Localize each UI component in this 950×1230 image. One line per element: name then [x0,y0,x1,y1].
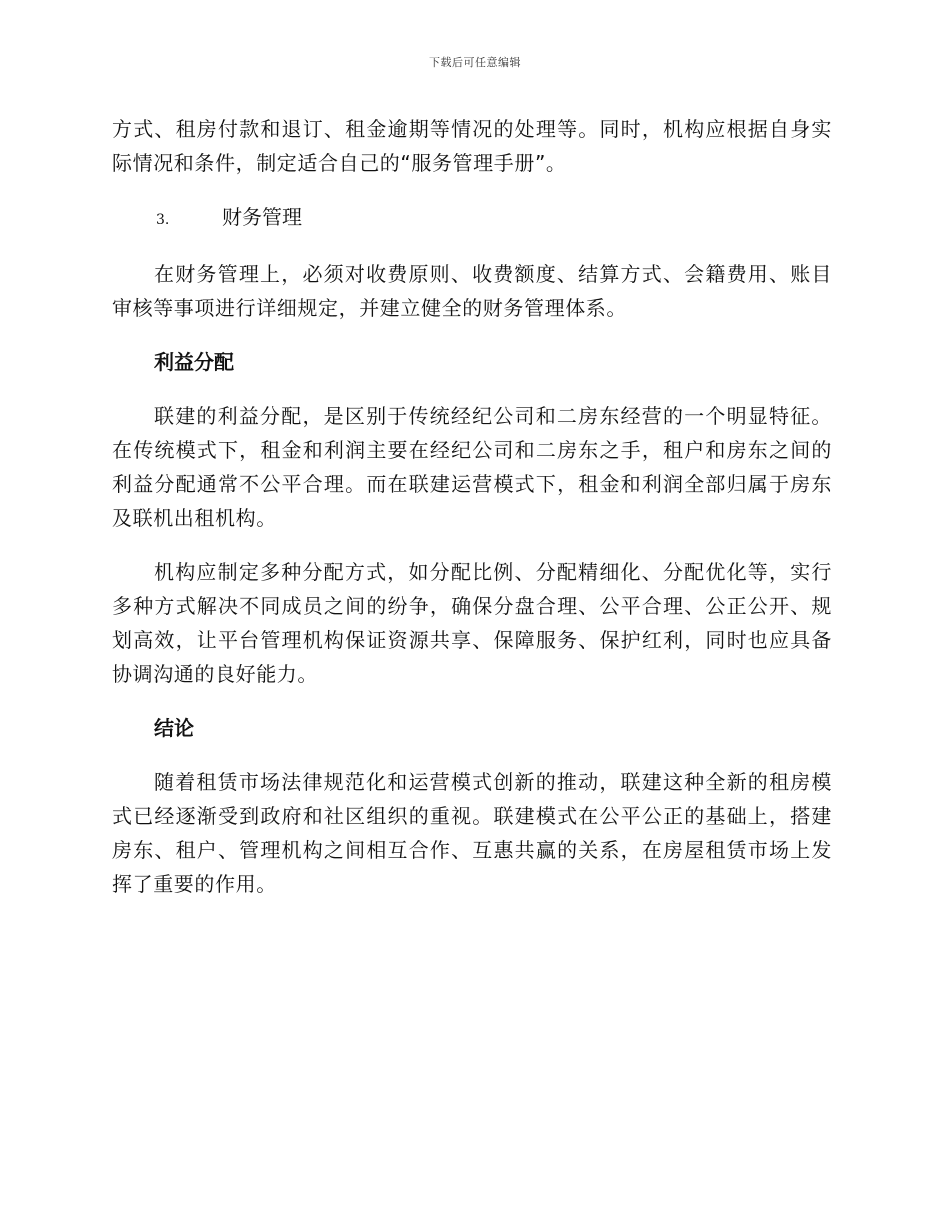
heading-conclusion: 结论 [154,716,194,740]
paragraph-finance: 在财务管理上，必须对收费原则、收费额度、结算方式、会籍费用、账目审核等事项进行详细规定，并建立健全的财务管理体系。 [112,262,832,320]
section-item-finance [112,200,832,237]
paragraph-profit-2: 机构应制定多种分配方式，如分配比例、分配精细化、分配优化等，实行多种方式解决不同成员之间的纷争，确保分盘合理、公平合理、公正公开、规划高效，让平台管理机构保证资源共享、保障服务、保护红利，同时也应具备协调沟通的良好能力。 [112,560,832,686]
paragraph-conclusion: 随着租赁市场法律规范化和运营模式创新的推动，联建这种全新的租房模式已经逐渐受到政府和社区组织的重视。联建模式在公平公正的基础上，搭建房东、租户、管理机构之间相互合作、互惠共赢的关系，在房屋租赁市场上发挥了重要的作用。 [112,770,832,896]
paragraph-profit-1: 联建的利益分配，是区别于传统经纪公司和二房东经营的一个明显特征。在传统模式下，租金和利润主要在经纪公司和二房东之手，租户和房东之间的利益分配通常不公平合理。而在联建运营模式下，租金和利润全部归属于房东及联机出租机构。 [112,404,832,530]
paragraph-service-manual: 方式、租房付款和退订、租金逾期等情况的处理等。同时，机构应根据自身实际情况和条件，制定适合自己的“服务管理手册”。 [112,117,832,175]
page-header-note: 下载后可任意编辑 [429,56,521,69]
heading-profit-distribution: 利益分配 [154,350,234,374]
section-title: 财务管理 [222,205,302,229]
document-body [112,112,832,901]
section-number: 3. [156,212,170,228]
